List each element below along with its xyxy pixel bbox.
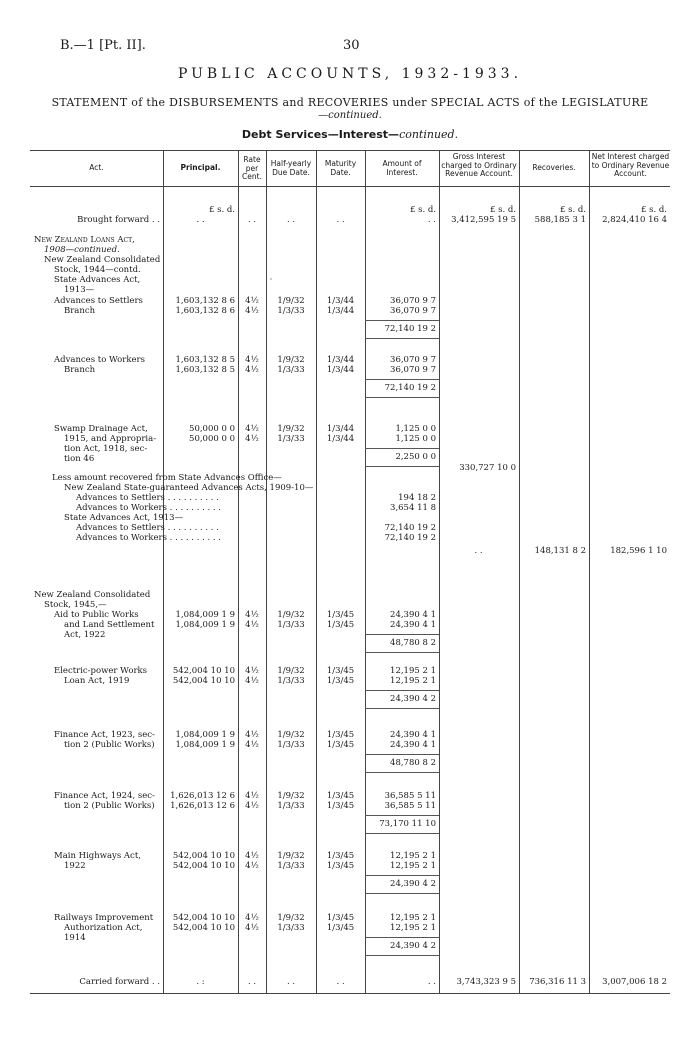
group-maturity: 1/3/44 (326, 424, 355, 434)
group-total-rule (365, 466, 439, 467)
brought-forward-rate: . . (247, 215, 257, 225)
group-maturity: 1/3/45 (326, 861, 355, 871)
group-amount: 36,070 9 7 (390, 355, 436, 365)
group-principal: 1,603,132 8 5 (175, 365, 235, 375)
act-heading-line: 1913— (64, 285, 95, 295)
group-amount: 36,070 9 7 (390, 306, 436, 316)
group-amount: 36,585 5 11 (384, 791, 436, 801)
group-rate: 4½ (245, 306, 259, 316)
less-item-amount: 72,140 19 2 (384, 523, 436, 533)
amount-unit: £ s. d. (409, 205, 436, 215)
group-amount: 1,125 0 0 (395, 424, 436, 434)
group-total-rule (365, 320, 439, 321)
col-header-act: Act. (89, 163, 104, 172)
act-heading-line: Stock, 1944—contd. (54, 265, 141, 275)
group-amount: 12,195 2 1 (390, 923, 436, 933)
col-header-principal: Principal. (180, 163, 221, 172)
group-due-date: 1/9/32 (277, 730, 305, 740)
group-due-date: 1/3/33 (277, 365, 305, 375)
group-maturity: 1/3/44 (326, 306, 355, 316)
group-total-rule (365, 937, 439, 938)
group-act-line: 1915, and Appropria- (64, 434, 157, 444)
group-due-date: 1/3/33 (277, 923, 305, 933)
group-due-date: 1/9/32 (277, 851, 305, 861)
carried-forward-gross: 3,743,323 9 5 (456, 977, 516, 987)
group-act-line: 1922 (64, 861, 86, 871)
col-header-amount: Amount of Interest. (382, 159, 422, 177)
brought-forward-principal: . . (196, 215, 205, 225)
group-principal: 542,004 10 10 (172, 861, 235, 871)
group-maturity: 1/3/45 (326, 730, 355, 740)
act-heading-line: 1908—continued. (44, 245, 120, 255)
group-rate: 4½ (245, 861, 259, 871)
brought-forward-gross: 3,412,595 19 5 (451, 215, 516, 225)
act-heading-line: State Advances Act, (54, 275, 141, 285)
group-principal: 1,626,013 12 6 (170, 791, 235, 801)
group-amount: 24,390 4 1 (390, 610, 436, 620)
group-maturity: 1/3/45 (326, 851, 355, 861)
group-principal: 1,084,009 1 9 (175, 740, 235, 750)
group-maturity: 1/3/44 (326, 434, 355, 444)
group-act-line: Advances to Workers (54, 355, 145, 365)
group-act-line: Main Highways Act, (54, 851, 141, 861)
brought-forward-label: Brought forward . . (77, 215, 160, 225)
less-item-label: Advances to Settlers . . . . . . . . . . (76, 493, 219, 503)
group-amount: 24,390 4 1 (390, 740, 436, 750)
col-header-due-date: Half-yearly Due Date. (270, 159, 312, 177)
group-total: 72,140 19 2 (384, 324, 436, 334)
group-total-rule (365, 833, 439, 834)
group-due-date: 1/3/33 (277, 620, 305, 630)
group-total-rule (365, 634, 439, 635)
group-due-date: 1/9/32 (277, 791, 305, 801)
group-act-line: Branch (64, 306, 96, 316)
group-total-rule (365, 772, 439, 773)
brought-forward-net: 2,824,410 16 4 (602, 215, 667, 225)
group-principal: 542,004 10 10 (172, 676, 235, 686)
group-amount: 12,195 2 1 (390, 913, 436, 923)
group-rate: 4½ (245, 424, 259, 434)
group-amount: 24,390 4 1 (390, 730, 436, 740)
group-amount: 36,070 9 7 (390, 296, 436, 306)
group-principal: 542,004 10 10 (172, 923, 235, 933)
group-maturity: 1/3/45 (326, 923, 355, 933)
act-heading-line: New Zealand Consolidated (44, 255, 161, 265)
group-due-date: 1/9/32 (277, 913, 305, 923)
group-total-rule (365, 379, 439, 380)
group-maturity: 1/3/45 (326, 676, 355, 686)
carried-forward-rate: . . (247, 977, 257, 987)
page-title: PUBLIC ACCOUNTS, 1932-1933. (177, 66, 523, 82)
group-maturity: 1/3/45 (326, 666, 355, 676)
group-amount: 24,390 4 1 (390, 620, 436, 630)
group-act-line: Finance Act, 1923, sec- (54, 730, 155, 740)
carried-forward-net: 3,007,006 18 2 (602, 977, 667, 987)
group-due-date: 1/3/33 (277, 861, 305, 871)
less-subheading: New Zealand State-guaranteed Advances Acts, 1909-10— (64, 483, 314, 493)
col-header-net-interest: Net Interest charged to Ordinary Revenue Account. (591, 152, 670, 178)
group-principal: 1,603,132 8 5 (175, 355, 235, 365)
group-due-date: 1/3/33 (277, 801, 305, 811)
col-header-rate: Rate per Cent. (242, 155, 262, 181)
group-total: 24,390 4 2 (390, 941, 436, 951)
less-item-amount: 194 18 2 (398, 493, 436, 503)
group-act-line: Electric-power Works (54, 666, 148, 676)
carried-forward-principal: . : (196, 977, 205, 987)
principal-unit: £ s. d. (208, 205, 235, 215)
brought-forward-amount: . . (427, 215, 436, 225)
less-item-label: Advances to Workers . . . . . . . . . . (76, 533, 221, 543)
less-subheading: State Advances Act, 1913— (64, 513, 184, 523)
col-header-recoveries: Recoveries. (532, 163, 576, 172)
statement-heading: STATEMENT of the DISBURSEMENTS and RECOVERIES under SPECIAL ACTS of the LEGISLATURE (51, 96, 649, 109)
group-total-rule (365, 955, 439, 956)
group-amount: 12,195 2 1 (390, 851, 436, 861)
group-principal: 1,626,013 12 6 (170, 801, 235, 811)
group-act-line: Authorization Act, (64, 923, 143, 933)
group-rate: 4½ (245, 365, 259, 375)
group-total-rule (365, 708, 439, 709)
brought-forward-maturity: . . (336, 215, 345, 225)
group-due-date: 1/9/32 (277, 424, 305, 434)
group-principal: 1,084,009 1 9 (175, 610, 235, 620)
less-heading: Less amount recovered from State Advances Office— (52, 473, 282, 483)
less-item-label: Advances to Workers . . . . . . . . . . (76, 503, 221, 513)
group-maturity: 1/3/45 (326, 801, 355, 811)
group-principal: 1,603,132 8 6 (175, 296, 235, 306)
group-rate: 4½ (245, 740, 259, 750)
group-maturity: 1/3/45 (326, 791, 355, 801)
group-principal: 542,004 10 10 (172, 851, 235, 861)
group-total-rule (365, 690, 439, 691)
group-principal: 1,084,009 1 9 (175, 620, 235, 630)
group-maturity: 1/3/44 (326, 365, 355, 375)
group-rate: 4½ (245, 620, 259, 630)
group-total-rule (365, 815, 439, 816)
group-due-date: 1/9/32 (277, 666, 305, 676)
gross-unit: £ s. d. (489, 205, 516, 215)
group-rate: 4½ (245, 791, 259, 801)
less-item-amount: 3,654 11 8 (390, 503, 436, 513)
group-principal: 1,084,009 1 9 (175, 730, 235, 740)
brought-forward-recoveries: 588,185 3 1 (534, 215, 586, 225)
group-total-rule (365, 448, 439, 449)
statement-continued: —continued. (318, 110, 382, 121)
act-heading-line: New Zealand Loans Act, (34, 235, 135, 245)
group-amount: 12,195 2 1 (390, 676, 436, 686)
group-rate: 4½ (245, 434, 259, 444)
group-total: 73,170 11 10 (379, 819, 436, 829)
carried-forward-maturity: . . (336, 977, 345, 987)
group-maturity: 1/3/44 (326, 296, 355, 306)
group-act-line: Branch (64, 365, 96, 375)
group-act-line: tion Act, 1918, sec- (64, 444, 148, 454)
group-maturity: 1/3/45 (326, 740, 355, 750)
group-due-date: 1/9/32 (277, 610, 305, 620)
group-principal: 1,603,132 8 6 (175, 306, 235, 316)
group-amount: 36,585 5 11 (384, 801, 436, 811)
group-act-line: 1914 (64, 933, 86, 943)
group-maturity: 1/3/44 (326, 355, 355, 365)
group-amount: 36,070 9 7 (390, 365, 436, 375)
group-principal: 542,004 10 10 (172, 913, 235, 923)
group-principal: 50,000 0 0 (189, 424, 235, 434)
group-rate: 4½ (245, 913, 259, 923)
carried-forward-label: Carried forward . . (79, 977, 160, 987)
group-total: 72,140 19 2 (384, 383, 436, 393)
group-rate: 4½ (245, 355, 259, 365)
group-total-rule (365, 338, 439, 339)
group-act-line: tion 2 (Public Works) (64, 740, 155, 750)
group-total-rule (365, 754, 439, 755)
gross-subtotal: 330,727 10 0 (459, 463, 516, 473)
net-unit: £ s. d. (640, 205, 667, 215)
group-amount: 12,195 2 1 (390, 666, 436, 676)
group-due-date: 1/3/33 (277, 434, 305, 444)
group-rate: 4½ (245, 730, 259, 740)
group-act-line: Finance Act, 1924, sec- (54, 791, 155, 801)
page-number: 30 (343, 38, 360, 53)
group-act-line: Swamp Drainage Act, (54, 424, 148, 434)
group-principal: 542,004 10 10 (172, 666, 235, 676)
group-total: 2,250 0 0 (395, 452, 436, 462)
group-due-date: 1/3/33 (277, 740, 305, 750)
group-act-line: tion 46 (64, 454, 95, 464)
recoveries-subtotal: 148,131 8 2 (534, 546, 586, 556)
group-act-line: Railways Improvement (54, 913, 154, 923)
tick-mark: · (269, 275, 273, 285)
group-due-date: 1/9/32 (277, 296, 305, 306)
group-act-line: Aid to Public Works (54, 610, 139, 620)
col-header-gross-interest: Gross Interest charged to Ordinary Revenue Account. (441, 152, 517, 178)
group-act-line: Act, 1922 (64, 630, 106, 640)
group-total: 48,780 8 2 (390, 638, 436, 648)
group-maturity: 1/3/45 (326, 610, 355, 620)
group-amount: 12,195 2 1 (390, 861, 436, 871)
section-subtitle: Debt Services—Interest—continued. (241, 128, 459, 141)
group-due-date: 1/3/33 (277, 676, 305, 686)
stock-heading: Stock, 1945,— (44, 600, 107, 610)
group-rate: 4½ (245, 296, 259, 306)
net-subtotal: 182,596 1 10 (610, 546, 667, 556)
document-reference: B.—1 [Pt. II]. (60, 38, 146, 53)
col-header-maturity: Maturity Date. (324, 159, 357, 177)
group-total-rule (365, 893, 439, 894)
group-total: 24,390 4 2 (390, 694, 436, 704)
group-act-line: Advances to Settlers (54, 296, 143, 306)
group-due-date: 1/3/33 (277, 306, 305, 316)
carried-forward-amount: . . (427, 977, 436, 987)
less-item-label: Advances to Settlers . . . . . . . . . . (76, 523, 219, 533)
stock-heading: New Zealand Consolidated (34, 590, 151, 600)
group-maturity: 1/3/45 (326, 620, 355, 630)
less-item-amount: 72,140 19 2 (384, 533, 436, 543)
group-total-rule (365, 652, 439, 653)
group-principal: 50,000 0 0 (189, 434, 235, 444)
recoveries-unit: £ s. d. (559, 205, 586, 215)
carried-forward-recoveries: 736,316 11 3 (529, 977, 586, 987)
group-rate: 4½ (245, 676, 259, 686)
group-act-line: and Land Settlement (64, 620, 155, 630)
group-rate: 4½ (245, 923, 259, 933)
group-total-rule (365, 875, 439, 876)
group-rate: 4½ (245, 851, 259, 861)
group-total-rule (365, 397, 439, 398)
group-rate: 4½ (245, 801, 259, 811)
group-maturity: 1/3/45 (326, 913, 355, 923)
group-due-date: 1/9/32 (277, 355, 305, 365)
group-act-line: Loan Act, 1919 (64, 676, 130, 686)
group-amount: 1,125 0 0 (395, 434, 436, 444)
group-total: 24,390 4 2 (390, 879, 436, 889)
carried-forward-due: . . (286, 977, 296, 987)
group-total: 48,780 8 2 (390, 758, 436, 768)
group-rate: 4½ (245, 610, 259, 620)
group-rate: 4½ (245, 666, 259, 676)
brought-forward-due: . . (286, 215, 296, 225)
group-act-line: tion 2 (Public Works) (64, 801, 155, 811)
gross-dots: . . (474, 546, 483, 556)
